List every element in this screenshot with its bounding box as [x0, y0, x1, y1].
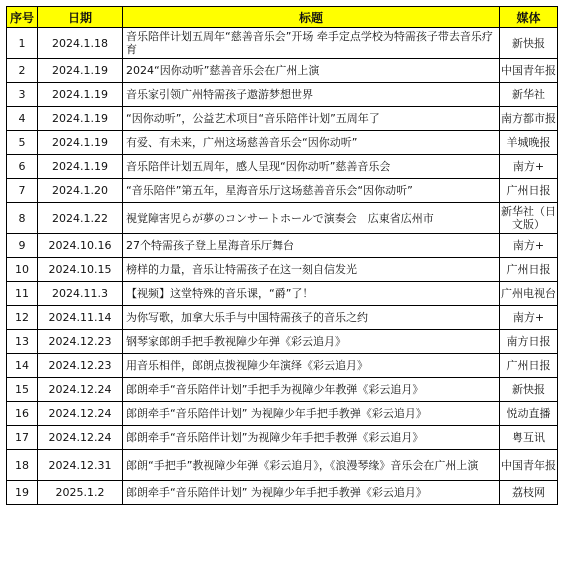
row-title-cell: 郎朗牵手“音乐陪伴计划”手把手为视障少年教弹《彩云追月》 [123, 378, 500, 402]
row-title-cell: 为你写歌，加拿大乐手与中国特需孩子的音乐之约 [123, 306, 500, 330]
row-date-cell: 2024.1.19 [38, 131, 123, 155]
row-date-cell: 2024.1.19 [38, 107, 123, 131]
table-row [7, 481, 558, 505]
row-no-cell: 17 [7, 426, 38, 450]
row-no-cell: 10 [7, 258, 38, 282]
row-date-cell: 2024.10.15 [38, 258, 123, 282]
header-row [7, 7, 558, 28]
table-row [7, 83, 558, 107]
table-row [7, 179, 558, 203]
row-title-cell: 钢琴家郎朗手把手教视障少年弹《彩云追月》 [123, 330, 500, 354]
row-title-cell: 音乐陪伴计划五周年，感人呈现“因你动听”慈善音乐会 [123, 155, 500, 179]
row-no-cell: 6 [7, 155, 38, 179]
table-row [7, 354, 558, 378]
row-media-cell: 广州日报 [500, 179, 558, 203]
row-media-cell: 南方日报 [500, 330, 558, 354]
row-date-cell: 2025.1.2 [38, 481, 123, 505]
row-no-cell: 18 [7, 450, 38, 481]
header-media: 媒体 [500, 7, 558, 28]
row-title-cell: “音乐陪伴”第五年，星海音乐厅这场慈善音乐会“因你动听” [123, 179, 500, 203]
table-row [7, 203, 558, 234]
row-no-cell: 4 [7, 107, 38, 131]
row-media-cell: 广州日报 [500, 258, 558, 282]
row-date-cell: 2024.12.24 [38, 426, 123, 450]
row-no-cell: 11 [7, 282, 38, 306]
table-row [7, 402, 558, 426]
row-date-cell: 2024.11.3 [38, 282, 123, 306]
row-no-cell: 3 [7, 83, 38, 107]
row-title-cell: 郎朗牵手“音乐陪伴计划”为视障少年手把手教弹《彩云追月》 [123, 426, 500, 450]
row-media-cell: 广州电视台 [500, 282, 558, 306]
row-no-cell: 19 [7, 481, 38, 505]
table-row [7, 234, 558, 258]
row-no-cell: 12 [7, 306, 38, 330]
row-no-cell: 1 [7, 28, 38, 59]
header-title: 标题 [123, 7, 500, 28]
row-title-cell: 2024“因你动听”慈善音乐会在广州上演 [123, 59, 500, 83]
table-row [7, 155, 558, 179]
table-row [7, 59, 558, 83]
row-no-cell: 5 [7, 131, 38, 155]
table-row [7, 28, 558, 59]
table-row [7, 426, 558, 450]
row-title-cell: 郎朗牵手“音乐陪伴计划” 为视障少年手把手教弹《彩云追月》 [123, 402, 500, 426]
row-media-cell: 羊城晚报 [500, 131, 558, 155]
table-row [7, 450, 558, 481]
row-title-cell: 音乐陪伴计划五周年“慈善音乐会”开场 牵手定点学校为特需孩子带去音乐疗育 [123, 28, 500, 59]
row-media-cell: 南方+ [500, 234, 558, 258]
row-no-cell: 8 [7, 203, 38, 234]
row-title-cell: 用音乐相伴，郎朗点拨视障少年演绎《彩云追月》 [123, 354, 500, 378]
row-date-cell: 2024.12.31 [38, 450, 123, 481]
row-media-cell: 新华社 [500, 83, 558, 107]
row-date-cell: 2024.12.23 [38, 354, 123, 378]
table-row [7, 306, 558, 330]
row-title-cell: 有爱、有未来，广州这场慈善音乐会“因你动听” [123, 131, 500, 155]
row-date-cell: 2024.1.19 [38, 155, 123, 179]
row-media-cell: 中国青年报 [500, 59, 558, 83]
row-media-cell: 南方+ [500, 155, 558, 179]
row-media-cell: 南方+ [500, 306, 558, 330]
row-date-cell: 2024.12.24 [38, 402, 123, 426]
row-no-cell: 16 [7, 402, 38, 426]
row-date-cell: 2024.12.24 [38, 378, 123, 402]
row-media-cell: 南方都市报 [500, 107, 558, 131]
row-title-cell: 榜样的力量，音乐让特需孩子在这一刻自信发光 [123, 258, 500, 282]
row-title-cell: 郎朗牵手“音乐陪伴计划” 为视障少年手把手教弹《彩云追月》 [123, 481, 500, 505]
table-row [7, 107, 558, 131]
row-media-cell: 荔枝网 [500, 481, 558, 505]
row-date-cell: 2024.10.16 [38, 234, 123, 258]
row-no-cell: 9 [7, 234, 38, 258]
row-media-cell: 新华社（日文版） [500, 203, 558, 234]
row-no-cell: 15 [7, 378, 38, 402]
row-date-cell: 2024.11.14 [38, 306, 123, 330]
row-media-cell: 新快报 [500, 378, 558, 402]
row-title-cell: 視覚障害児らが夢のコンサートホールで演奏会 広東省広州市 [123, 203, 500, 234]
header-date: 日期 [38, 7, 123, 28]
row-media-cell: 粤互讯 [500, 426, 558, 450]
table-row [7, 330, 558, 354]
row-title-cell: 郎朗“手把手”教视障少年弹《彩云追月》，《浪漫琴缘》音乐会在广州上演 [123, 450, 500, 481]
row-date-cell: 2024.1.19 [38, 83, 123, 107]
row-date-cell: 2024.1.22 [38, 203, 123, 234]
row-no-cell: 7 [7, 179, 38, 203]
table-row [7, 282, 558, 306]
row-media-cell: 中国青年报 [500, 450, 558, 481]
row-date-cell: 2024.12.23 [38, 330, 123, 354]
header-no: 序号 [7, 7, 38, 28]
row-title-cell: 27个特需孩子登上星海音乐厅舞台 [123, 234, 500, 258]
row-date-cell: 2024.1.20 [38, 179, 123, 203]
row-media-cell: 悦动直播 [500, 402, 558, 426]
row-no-cell: 2 [7, 59, 38, 83]
table-row [7, 258, 558, 282]
row-no-cell: 13 [7, 330, 38, 354]
row-media-cell: 新快报 [500, 28, 558, 59]
row-no-cell: 14 [7, 354, 38, 378]
media-coverage-table [6, 6, 558, 505]
row-title-cell: 【视频】这堂特殊的音乐课，“爵”了！ [123, 282, 500, 306]
row-title-cell: 音乐家引领广州特需孩子遨游梦想世界 [123, 83, 500, 107]
row-title-cell: “因你动听”，公益艺术项目“音乐陪伴计划”五周年了 [123, 107, 500, 131]
media-coverage-table-wrapper [6, 6, 558, 505]
table-body [7, 28, 558, 505]
row-media-cell: 广州日报 [500, 354, 558, 378]
table-row [7, 131, 558, 155]
row-date-cell: 2024.1.18 [38, 28, 123, 59]
table-row [7, 378, 558, 402]
row-date-cell: 2024.1.19 [38, 59, 123, 83]
